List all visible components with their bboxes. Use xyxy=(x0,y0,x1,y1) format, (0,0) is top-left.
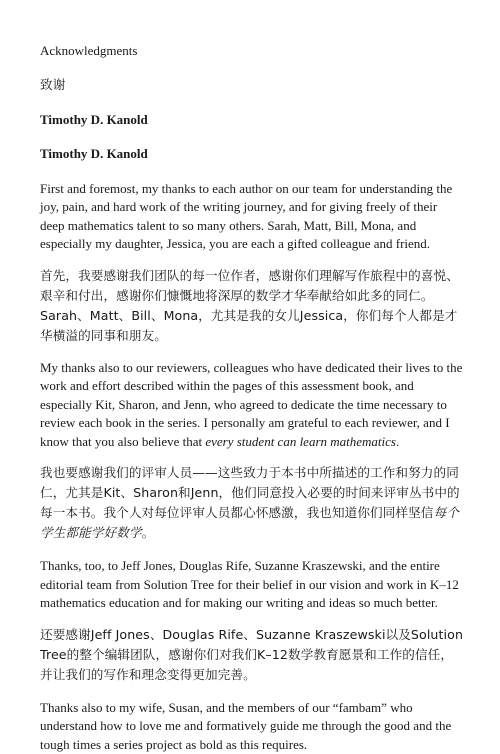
paragraph-4-en: Thanks also to my wife, Susan, and the members of our “fambam” who understand how to love me and formatively guide me through the good and the tough times a series project as bold as this requires. xyxy=(40,699,465,754)
paragraph-2-zh xyxy=(40,463,465,543)
paragraph-2-zh-emphasis: 每个学生都能学好数学 xyxy=(40,505,459,540)
section-title-zh: 致谢 xyxy=(40,75,465,95)
paragraph-2-zh-text: 我也要感谢我们的评审人员——这些致力于本书中所描述的工作和努力的同仁，尤其是Kit、Sharon和Jenn，他们同意投入必要的时间来评审丛书中的每一本书。我个人对每位评审人员都心怀感激，我也知道你们同样坚信 xyxy=(40,465,460,520)
section-title: Acknowledgments xyxy=(40,42,465,61)
paragraph-2-en-emphasis: every student can learn mathematics xyxy=(205,434,396,449)
author-name-repeat: Timothy D. Kanold xyxy=(40,145,465,164)
document-page xyxy=(40,42,465,754)
paragraph-2-zh-end: 。 xyxy=(142,525,155,540)
paragraph-3-en: Thanks, too, to Jeff Jones, Douglas Rife, Suzanne Kraszewski, and the entire editorial team from Solution Tree for their belief in our vision and work in K–12 mathematics education and for making our writing and ideas so much better. xyxy=(40,557,465,613)
paragraph-2-en-end: . xyxy=(396,434,399,449)
paragraph-1-en: First and foremost, my thanks to each author on our team for understanding the joy, pain, and hard work of the writing journey, and for giving freely of their deep mathematics talent to so many others. Sarah, Matt, Bill, Mona, and especially my daughter, Jessica, you are each a gifted colleague and friend. xyxy=(40,180,465,254)
author-name: Timothy D. Kanold xyxy=(40,111,465,130)
paragraph-3-zh: 还要感谢Jeff Jones、Douglas Rife、Suzanne Kraszewski以及Solution Tree的整个编辑团队，感谢你们对我们K–12数学教育愿景和工作的信任，并让我们的写作和理念变得更加完善。 xyxy=(40,625,465,685)
paragraph-2-en xyxy=(40,359,465,452)
paragraph-2-en-text: My thanks also to our reviewers, colleagues who have dedicated their lives to the work and effort described within the pages of this assessment book, and especially Kit, Sharon, and Jenn, who agreed to dedicate the time necessary to review each book in the series. I personally am grateful to each reviewer, and I know that you also believe that xyxy=(40,360,462,449)
paragraph-1-zh: 首先，我要感谢我们团队的每一位作者，感谢你们理解写作旅程中的喜悦、艰辛和付出，感谢你们慷慨地将深厚的数学才华奉献给如此多的同仁。Sarah、Matt、Bill、Mona，尤其是我的女儿Jessica，你们每个人都是才华横溢的同事和朋友。 xyxy=(40,266,465,346)
